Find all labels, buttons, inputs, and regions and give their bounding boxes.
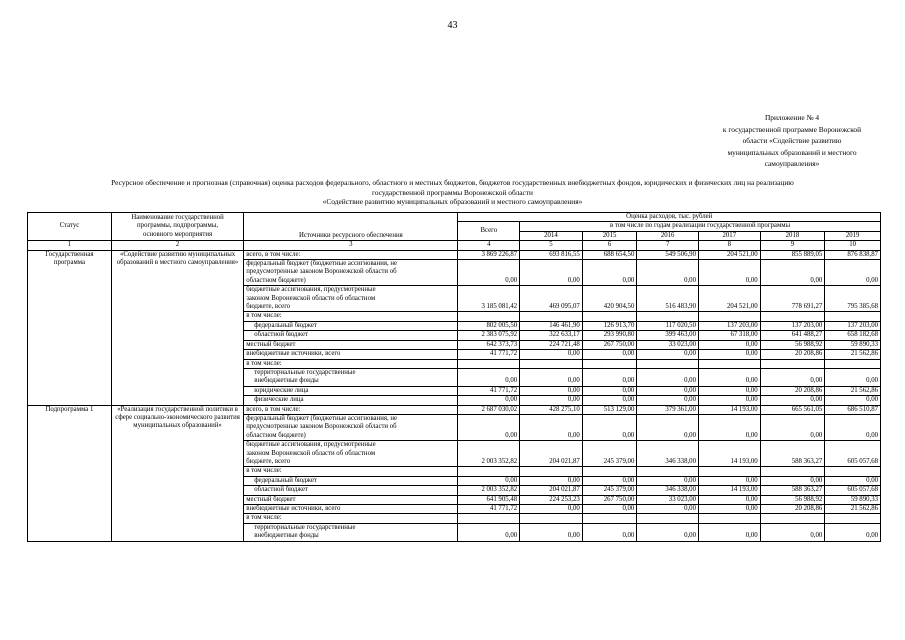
table-row [28, 250, 881, 259]
total-cell: 0,00 [458, 414, 520, 440]
year-value-cell: 204 521,00 [698, 286, 760, 312]
year-value-cell: 605 057,68 [825, 441, 881, 467]
year-value-cell: 605 057,68 [825, 486, 881, 495]
year-value-cell: 469 095,07 [520, 286, 583, 312]
year-value-cell: 33 023,00 [637, 340, 699, 349]
year-value-cell: 204 021,87 [520, 441, 583, 467]
source-line: федеральный бюджет [254, 321, 317, 329]
status-cell: Подпрограмма 1 [28, 405, 112, 541]
year-value-cell: 0,00 [698, 340, 760, 349]
year-value-cell [760, 359, 825, 368]
year-value-cell: 658 182,68 [825, 331, 881, 340]
year-value-cell: 855 889,05 [760, 250, 825, 259]
header-year: 2015 [582, 231, 637, 240]
year-value-cell: 0,00 [698, 505, 760, 514]
year-value-cell: 876 838,87 [825, 250, 881, 259]
source-line: областном бюджете) [246, 276, 306, 284]
source-line: местный бюджет [246, 495, 296, 503]
year-value-cell: 0,00 [637, 476, 699, 485]
year-value-cell: 0,00 [582, 396, 637, 405]
year-value-cell: 0,00 [760, 414, 825, 440]
resource-table [27, 212, 881, 542]
year-value-cell: 0,00 [698, 260, 760, 286]
year-value-cell: 20 208,86 [760, 350, 825, 359]
year-value-cell: 0,00 [637, 386, 699, 395]
year-value-cell: 293 990,80 [582, 331, 637, 340]
source-line: предусмотренные законом Воронежской области об [246, 268, 397, 276]
year-value-cell: 126 913,70 [582, 321, 637, 330]
year-value-cell [637, 467, 699, 476]
year-value-cell: 14 193,00 [698, 486, 760, 495]
column-number: 8 [698, 241, 760, 250]
column-number: 9 [760, 241, 825, 250]
header-year: 2018 [760, 231, 825, 240]
source-line: федеральный бюджет (бюджетные ассигнования, не [246, 260, 398, 268]
year-value-cell: 428 275,10 [520, 405, 583, 414]
source-line: юридические лица [254, 386, 309, 394]
source-cell [244, 467, 458, 476]
source-line: законом Воронежской области об областном [246, 449, 376, 457]
source-line: областной бюджет [254, 331, 308, 339]
source-cell [244, 396, 458, 405]
year-value-cell: 0,00 [582, 505, 637, 514]
source-cell [244, 505, 458, 514]
year-value-cell: 204 021,87 [520, 486, 583, 495]
year-value-cell: 0,00 [520, 396, 583, 405]
year-value-cell: 0,00 [637, 414, 699, 440]
year-value-cell: 516 483,90 [637, 286, 699, 312]
source-cell [244, 523, 458, 541]
source-cell [244, 340, 458, 349]
year-value-cell: 0,00 [637, 523, 699, 541]
source-line: бюджетные ассигнования, предусмотренные [246, 441, 376, 449]
source-cell [244, 312, 458, 321]
year-value-cell [698, 312, 760, 321]
year-value-cell [825, 359, 881, 368]
source-line: территориальные государственные [254, 523, 356, 531]
year-value-cell: 0,00 [825, 260, 881, 286]
year-value-cell: 588 363,27 [760, 486, 825, 495]
column-number: 4 [458, 241, 520, 250]
header-name-line: программы, подпрограммы, [137, 222, 219, 230]
total-cell: 41 771,72 [458, 350, 520, 359]
appendix-line: области «Содействие развитию [742, 136, 842, 145]
source-cell [244, 331, 458, 340]
year-value-cell: 137 203,00 [760, 321, 825, 330]
status-cell: Государственная программа [28, 250, 112, 405]
title-line: Ресурсное обеспечение и прогнозная (справочная) оценка расходов федерального, областного и местных бюджетов, бюджетов государственных внебюджетных фондов, юридических и физических лиц на реализацию [111, 178, 794, 187]
year-value-cell: 513 129,00 [582, 405, 637, 414]
year-value-cell: 0,00 [698, 396, 760, 405]
year-value-cell [520, 359, 583, 368]
total-cell [458, 467, 520, 476]
year-value-cell: 0,00 [698, 414, 760, 440]
appendix-line: самоуправления» [764, 159, 820, 168]
total-cell: 3 185 081,42 [458, 286, 520, 312]
year-value-cell [520, 312, 583, 321]
year-value-cell: 267 750,00 [582, 495, 637, 504]
year-value-cell [637, 514, 699, 523]
total-cell: 0,00 [458, 523, 520, 541]
year-value-cell: 33 023,00 [637, 495, 699, 504]
source-line: предусмотренные законом Воронежской области об [246, 423, 397, 431]
year-value-cell [582, 359, 637, 368]
source-line: в том числе: [246, 514, 282, 522]
year-value-cell: 0,00 [582, 476, 637, 485]
source-line: внебюджетные источники, всего [246, 505, 341, 512]
column-number-row [28, 241, 881, 250]
source-cell [244, 486, 458, 495]
source-line: в том числе: [246, 467, 282, 475]
year-value-cell: 0,00 [760, 396, 825, 405]
year-value-cell: 379 361,00 [637, 405, 699, 414]
source-line: всего, в том числе: [246, 405, 301, 413]
source-cell [244, 260, 458, 286]
source-cell [244, 414, 458, 440]
header-name-line: Наименование государственной [131, 214, 224, 221]
year-value-cell [825, 467, 881, 476]
year-value-cell: 0,00 [698, 476, 760, 485]
year-value-cell: 146 461,90 [520, 321, 583, 330]
header-status: Статус [28, 213, 112, 241]
year-value-cell: 778 691,27 [760, 286, 825, 312]
year-value-cell: 0,00 [520, 386, 583, 395]
year-value-cell: 0,00 [825, 476, 881, 485]
total-cell [458, 514, 520, 523]
year-value-cell [698, 467, 760, 476]
source-cell [244, 286, 458, 312]
year-value-cell: 795 385,68 [825, 286, 881, 312]
total-cell: 0,00 [458, 476, 520, 485]
year-value-cell: 0,00 [760, 368, 825, 386]
year-value-cell: 0,00 [698, 386, 760, 395]
page-number: 43 [447, 20, 458, 31]
header-total: Всего [458, 222, 520, 241]
header-row [28, 213, 881, 222]
year-value-cell: 641 488,27 [760, 331, 825, 340]
year-value-cell: 0,00 [698, 350, 760, 359]
year-value-cell: 346 338,00 [637, 486, 699, 495]
source-line: федеральный бюджет (бюджетные ассигнования, не [246, 414, 398, 422]
source-cell [244, 405, 458, 414]
year-value-cell [760, 467, 825, 476]
total-cell: 641 905,48 [458, 495, 520, 504]
year-value-cell: 346 338,00 [637, 441, 699, 467]
title-line: «Содействие развитию муниципальных образований и местного самоуправления» [322, 197, 583, 206]
total-cell: 802 005,50 [458, 321, 520, 330]
year-value-cell: 0,00 [520, 523, 583, 541]
total-cell: 2 003 352,82 [458, 441, 520, 467]
year-value-cell: 0,00 [760, 476, 825, 485]
source-line: федеральный бюджет [254, 476, 317, 484]
source-cell [244, 359, 458, 368]
source-cell [244, 386, 458, 395]
year-value-cell: 0,00 [825, 396, 881, 405]
year-value-cell: 0,00 [637, 350, 699, 359]
column-number: 6 [582, 241, 637, 250]
total-cell: 2 003 352,82 [458, 486, 520, 495]
year-value-cell: 224 721,48 [520, 340, 583, 349]
source-line: внебюджетные фонды [254, 532, 319, 540]
source-cell [244, 368, 458, 386]
year-value-cell: 14 193,00 [698, 405, 760, 414]
year-value-cell: 59 890,33 [825, 495, 881, 504]
appendix-line: муниципальных образований и местного [727, 147, 857, 157]
total-cell: 41 771,72 [458, 505, 520, 514]
year-value-cell: 0,00 [760, 260, 825, 286]
year-value-cell [698, 514, 760, 523]
source-line: всего, в том числе: [246, 250, 301, 258]
header-year: 2019 [825, 231, 881, 240]
year-value-cell [698, 359, 760, 368]
year-value-cell: 21 562,86 [825, 505, 881, 514]
source-cell [244, 514, 458, 523]
year-value-cell: 21 562,86 [825, 350, 881, 359]
table-row [28, 405, 881, 414]
year-value-cell: 0,00 [520, 505, 583, 514]
source-line: внебюджетные фонды [254, 377, 319, 385]
document-title [20, 178, 885, 207]
column-number: 3 [244, 241, 458, 250]
year-value-cell: 322 633,17 [520, 331, 583, 340]
year-value-cell: 59 890,33 [825, 340, 881, 349]
appendix-line: к государственной программе Воронежской [722, 124, 862, 134]
source-line: бюджете, всего [246, 303, 291, 311]
header-by-year: в том числе по годам реализации государственной программы [520, 222, 881, 231]
header-estimate: Оценка расходов, тыс. рублей [458, 213, 881, 222]
column-number: 10 [825, 241, 881, 250]
source-line: бюджете, всего [246, 457, 291, 465]
year-value-cell: 204 521,00 [698, 250, 760, 259]
year-value-cell: 0,00 [637, 396, 699, 405]
year-value-cell: 0,00 [698, 523, 760, 541]
year-value-cell: 0,00 [582, 414, 637, 440]
total-cell: 2 383 075,92 [458, 331, 520, 340]
year-value-cell [825, 312, 881, 321]
total-cell [458, 312, 520, 321]
header-source: Источники ресурсного обеспечения [244, 213, 458, 241]
year-value-cell [520, 467, 583, 476]
total-cell: 3 869 226,87 [458, 250, 520, 259]
year-value-cell: 14 193,00 [698, 441, 760, 467]
source-cell [244, 350, 458, 359]
year-value-cell: 0,00 [825, 414, 881, 440]
year-value-cell: 137 203,00 [825, 321, 881, 330]
year-value-cell: 267 750,00 [582, 340, 637, 349]
year-value-cell [825, 514, 881, 523]
source-line: законом Воронежской области об областном [246, 294, 376, 302]
table-body [28, 213, 881, 542]
source-cell [244, 476, 458, 485]
year-value-cell: 0,00 [582, 386, 637, 395]
year-value-cell: 0,00 [825, 368, 881, 386]
total-cell [458, 359, 520, 368]
year-value-cell: 245 379,00 [582, 441, 637, 467]
total-cell: 642 373,73 [458, 340, 520, 349]
year-value-cell: 0,00 [582, 260, 637, 286]
year-value-cell [582, 312, 637, 321]
year-value-cell: 67 318,00 [698, 331, 760, 340]
year-value-cell: 20 208,86 [760, 505, 825, 514]
year-value-cell [582, 514, 637, 523]
year-value-cell [582, 467, 637, 476]
year-value-cell: 588 363,27 [760, 441, 825, 467]
year-value-cell: 693 816,55 [520, 250, 583, 259]
source-cell [244, 250, 458, 259]
year-value-cell: 688 654,50 [582, 250, 637, 259]
column-number: 5 [520, 241, 583, 250]
year-value-cell: 137 203,00 [698, 321, 760, 330]
source-line: физические лица [254, 396, 304, 404]
year-value-cell [637, 312, 699, 321]
source-line: в том числе: [246, 312, 282, 320]
total-cell: 0,00 [458, 260, 520, 286]
year-value-cell [520, 514, 583, 523]
program-name-cell: «Реализация государственной политики в сфере социально-экономического развития муниципальных образований» [111, 405, 243, 541]
year-value-cell [760, 312, 825, 321]
header-year: 2017 [698, 231, 760, 240]
header-year: 2014 [520, 231, 583, 240]
year-value-cell: 0,00 [698, 368, 760, 386]
year-value-cell: 0,00 [637, 260, 699, 286]
source-line: внебюджетные источники, всего [246, 350, 341, 358]
year-value-cell: 56 988,92 [760, 340, 825, 349]
source-line: областной бюджет [254, 486, 308, 494]
year-value-cell: 0,00 [520, 414, 583, 440]
year-value-cell: 549 506,90 [637, 250, 699, 259]
year-value-cell: 0,00 [582, 368, 637, 386]
source-line: в том числе: [246, 359, 282, 367]
program-name-cell: «Содействие развитию муниципальных образований в местного самоуправления» [111, 250, 243, 405]
header-name-line: основного мероприятия [142, 230, 213, 238]
column-number: 1 [28, 241, 112, 250]
year-value-cell [637, 359, 699, 368]
total-cell: 2 687 030,02 [458, 405, 520, 414]
year-value-cell: 0,00 [825, 523, 881, 541]
year-value-cell: 0,00 [520, 368, 583, 386]
year-value-cell: 665 561,05 [760, 405, 825, 414]
year-value-cell [760, 514, 825, 523]
source-cell [244, 321, 458, 330]
year-value-cell: 21 562,86 [825, 386, 881, 395]
header-name [111, 213, 243, 241]
year-value-cell: 420 904,50 [582, 286, 637, 312]
source-line: местный бюджет [246, 340, 296, 348]
year-value-cell: 20 208,86 [760, 386, 825, 395]
year-value-cell: 117 020,50 [637, 321, 699, 330]
year-value-cell: 224 253,23 [520, 495, 583, 504]
source-line: территориальные государственные [254, 368, 356, 376]
year-value-cell: 0,00 [760, 523, 825, 541]
appendix-line: Приложение № 4 [764, 113, 820, 122]
header-year: 2016 [637, 231, 699, 240]
year-value-cell: 686 510,87 [825, 405, 881, 414]
year-value-cell: 0,00 [520, 476, 583, 485]
appendix-note [700, 112, 884, 170]
year-value-cell: 0,00 [582, 523, 637, 541]
year-value-cell: 245 379,00 [582, 486, 637, 495]
source-cell [244, 441, 458, 467]
source-cell [244, 495, 458, 504]
total-cell: 0,00 [458, 396, 520, 405]
title-line: государственной программы Воронежской области [372, 187, 533, 197]
total-cell: 41 771,72 [458, 386, 520, 395]
total-cell: 0,00 [458, 368, 520, 386]
year-value-cell: 0,00 [698, 495, 760, 504]
source-line: областном бюджете) [246, 431, 306, 439]
year-value-cell: 0,00 [520, 260, 583, 286]
year-value-cell: 0,00 [637, 505, 699, 514]
year-value-cell: 56 988,92 [760, 495, 825, 504]
column-number: 2 [111, 241, 243, 250]
year-value-cell: 0,00 [582, 350, 637, 359]
source-line: бюджетные ассигнования, предусмотренные [246, 286, 376, 294]
year-value-cell: 0,00 [637, 368, 699, 386]
year-value-cell: 399 463,00 [637, 331, 699, 340]
year-value-cell: 0,00 [520, 350, 583, 359]
column-number: 7 [637, 241, 699, 250]
